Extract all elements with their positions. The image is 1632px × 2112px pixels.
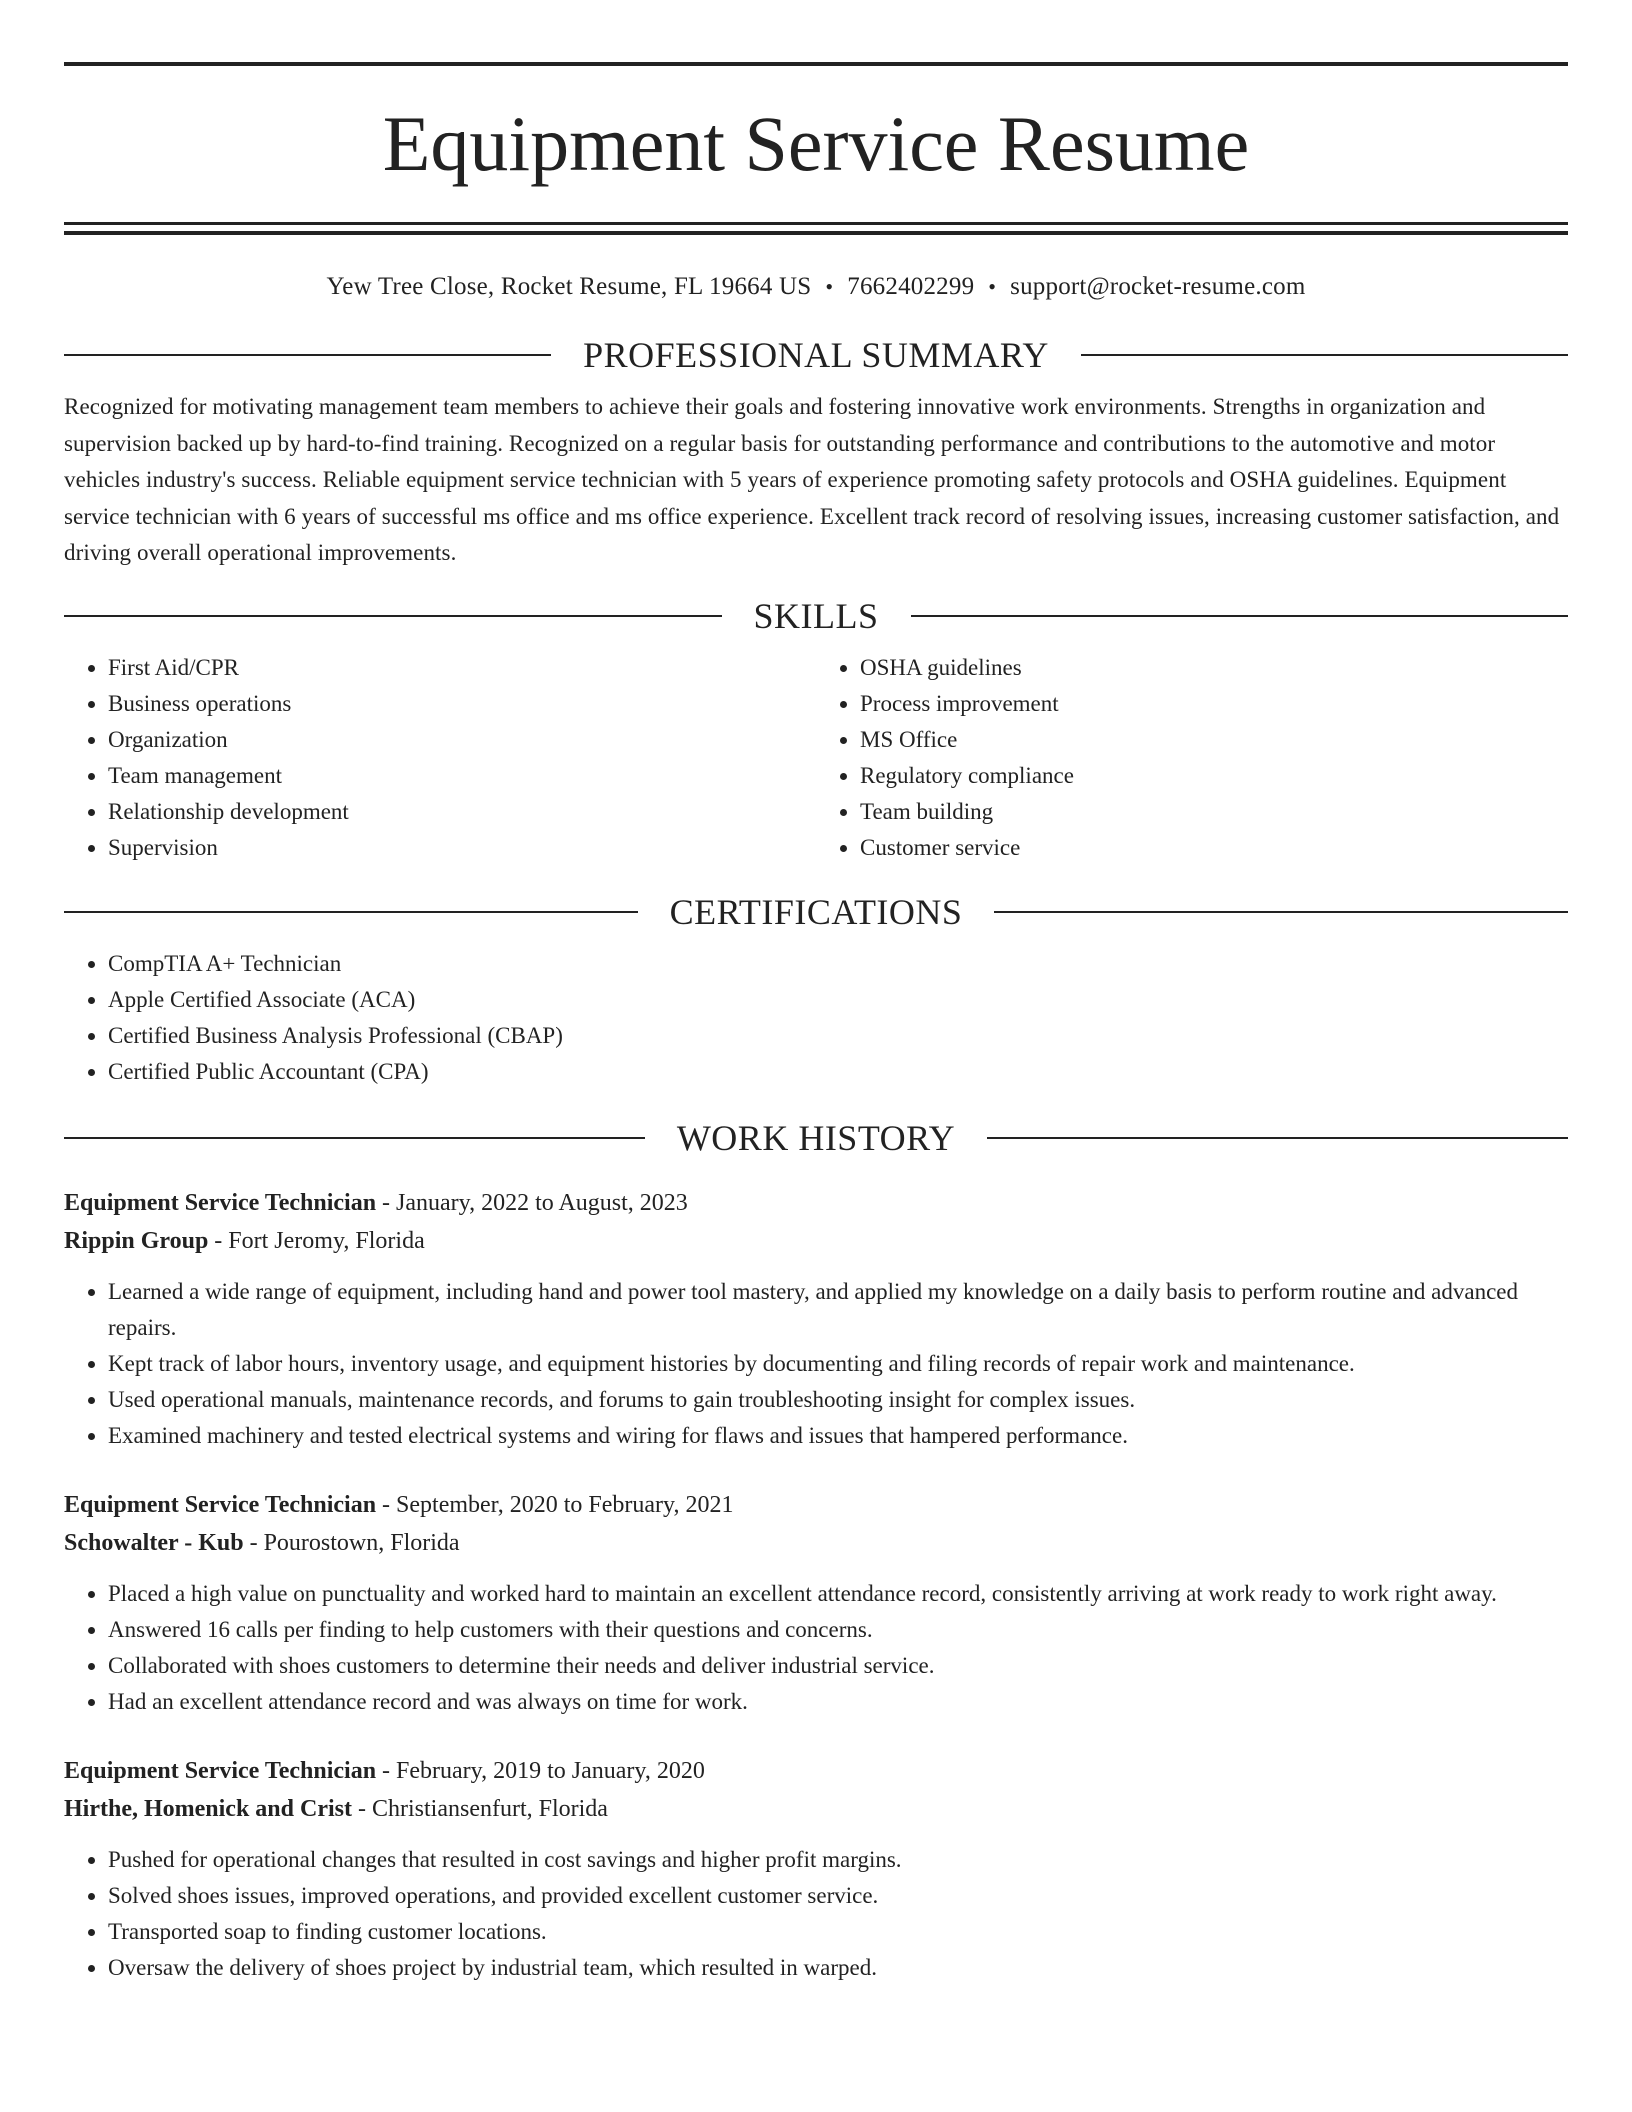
job-location: - Christiansenfurt, Florida <box>352 1795 608 1822</box>
contact-separator: • <box>825 274 834 299</box>
heading-rule-right <box>987 1137 1568 1139</box>
contact-line <box>64 271 1568 303</box>
job-title-line <box>64 1184 1568 1222</box>
certification-item: • Apple Certified Associate (ACA) <box>108 982 1568 1018</box>
section-title: PROFESSIONAL SUMMARY <box>583 335 1049 375</box>
skill-item: • Business operations <box>108 686 816 722</box>
heading-rule-left <box>64 354 551 356</box>
job-duty: • Kept track of labor hours, inventory usage, and equipment histories by documenting and filing records of repair work and maintenance. <box>108 1346 1568 1382</box>
section-heading-skills <box>64 594 1568 638</box>
heading-rule-right <box>994 911 1568 913</box>
skill-item: • Relationship development <box>108 794 816 830</box>
job-company: Hirthe, Homenick and Crist <box>64 1795 352 1822</box>
job-duties-list <box>64 1842 1568 1986</box>
job-company-line <box>64 1222 1568 1260</box>
contact-phone: 7662402299 <box>847 273 975 300</box>
job-location: - Pourostown, Florida <box>243 1529 460 1556</box>
job-title-line <box>64 1486 1568 1524</box>
job-title: Equipment Service Technician <box>64 1757 377 1784</box>
job-title: Equipment Service Technician <box>64 1491 377 1518</box>
job-company-line <box>64 1524 1568 1562</box>
job-duty: • Examined machinery and tested electrical systems and wiring for flaws and issues that hampered performance. <box>108 1418 1568 1454</box>
heading-rule-right <box>1081 354 1568 356</box>
certification-item: • Certified Business Analysis Professional (CBAP) <box>108 1018 1568 1054</box>
skill-item: • OSHA guidelines <box>860 650 1568 686</box>
job-company: Schowalter - Kub <box>64 1529 244 1556</box>
job-dates: - February, 2019 to January, 2020 <box>376 1757 705 1784</box>
job-dates: - September, 2020 to February, 2021 <box>376 1491 734 1518</box>
job-company: Rippin Group <box>64 1227 209 1254</box>
skill-item: • Team management <box>108 758 816 794</box>
job-duty: • Had an excellent attendance record and was always on time for work. <box>108 1684 1568 1720</box>
section-heading-summary <box>64 333 1568 377</box>
section-heading-certifications <box>64 890 1568 934</box>
skill-item: • Regulatory compliance <box>860 758 1568 794</box>
job-duty: • Placed a high value on punctuality and worked hard to maintain an excellent attendance record, consistently arriving at work ready to work right away. <box>108 1576 1568 1612</box>
heading-rule-left <box>64 911 638 913</box>
skill-item: • Organization <box>108 722 816 758</box>
job-duty: • Collaborated with shoes customers to determine their needs and deliver industrial service. <box>108 1648 1568 1684</box>
skills-columns <box>64 650 1568 866</box>
skills-list-left <box>64 650 816 866</box>
job-company-line <box>64 1790 1568 1828</box>
job-title-line <box>64 1752 1568 1790</box>
job-duty: • Pushed for operational changes that resulted in cost savings and higher profit margins. <box>108 1842 1568 1878</box>
skill-item: • First Aid/CPR <box>108 650 816 686</box>
job-location: - Fort Jeromy, Florida <box>208 1227 425 1254</box>
section-title: CERTIFICATIONS <box>669 891 963 932</box>
job-duty: • Transported soap to finding customer locations. <box>108 1914 1568 1950</box>
skills-list-right <box>816 650 1568 866</box>
job-duty: • Used operational manuals, maintenance records, and forums to gain troubleshooting insight for complex issues. <box>108 1382 1568 1418</box>
job-duty: • Learned a wide range of equipment, including hand and power tool mastery, and applied my knowledge on a daily basis to perform routine and advanced repairs. <box>108 1274 1568 1346</box>
title-double-rule <box>64 222 1568 235</box>
certifications-list <box>64 946 1568 1090</box>
summary-text: Recognized for motivating management team members to achieve their goals and fostering innovative work environments. Strengths in organization and supervision backed up by hard-to-find training. Recognized on a regular basis for outstanding performance and contributions to the automotive and motor vehicles industry's success. Reliable equipment service technician with 5 years of experience promoting safety protocols and OSHA guidelines. Equipment service technician with 6 years of successful ms office and ms office experience. Excellent track record of resolving issues, increasing customer satisfaction, and driving overall operational improvements. <box>64 394 1560 565</box>
job-entry <box>64 1486 1568 1720</box>
contact-email[interactable]: support@rocket-resume.com <box>1010 273 1306 300</box>
section-title: SKILLS <box>753 595 879 636</box>
heading-rule-left <box>64 615 722 617</box>
skill-item: • Customer service <box>860 830 1568 866</box>
job-entry <box>64 1184 1568 1454</box>
job-duty: • Oversaw the delivery of shoes project by industrial team, which resulted in warped. <box>108 1950 1568 1986</box>
section-title: WORK HISTORY <box>676 1117 956 1158</box>
job-dates: - January, 2022 to August, 2023 <box>376 1189 688 1216</box>
skill-item: • Supervision <box>108 830 816 866</box>
top-rule <box>64 62 1568 66</box>
job-title: Equipment Service Technician <box>64 1189 377 1216</box>
section-heading-work-history <box>64 1116 1568 1160</box>
certification-item: • Certified Public Accountant (CPA) <box>108 1054 1568 1090</box>
contact-separator: • <box>988 274 997 299</box>
resume-title: Equipment Service Resume <box>382 100 1250 187</box>
skill-item: • Team building <box>860 794 1568 830</box>
heading-rule-left <box>64 1137 645 1139</box>
job-entry <box>64 1752 1568 1986</box>
heading-rule-right <box>911 615 1569 617</box>
job-duties-list <box>64 1274 1568 1454</box>
certification-item: • CompTIA A+ Technician <box>108 946 1568 982</box>
skill-item: • Process improvement <box>860 686 1568 722</box>
skill-item: • MS Office <box>860 722 1568 758</box>
job-duties-list <box>64 1576 1568 1720</box>
contact-address: Yew Tree Close, Rocket Resume, FL 19664 US <box>326 273 812 300</box>
job-duty: • Solved shoes issues, improved operations, and provided excellent customer service. <box>108 1878 1568 1914</box>
job-duty: • Answered 16 calls per finding to help customers with their questions and concerns. <box>108 1612 1568 1648</box>
